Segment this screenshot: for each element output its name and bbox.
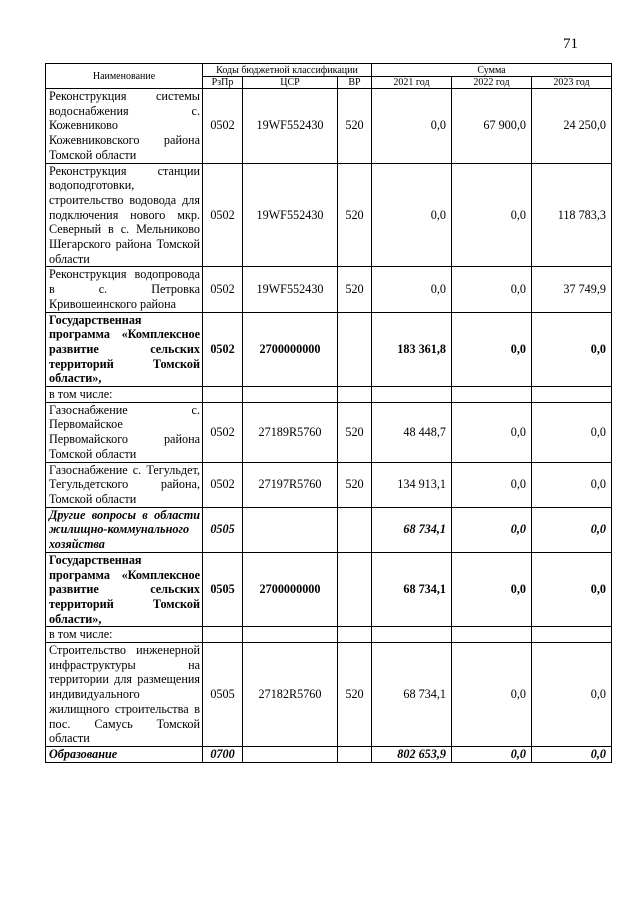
- cell-2022: 67 900,0: [452, 89, 532, 164]
- cell-vr: [338, 627, 372, 643]
- cell-2022: 0,0: [452, 746, 532, 762]
- table-row: [46, 312, 612, 387]
- cell-2023: 0,0: [532, 507, 612, 552]
- cell-csr: [243, 627, 338, 643]
- cell-csr: 27182R5760: [243, 643, 338, 747]
- cell-rzpr: 0700: [203, 746, 243, 762]
- cell-name: Газоснабжение с. Тегульдет, Тегульдетского района, Томской области: [46, 462, 203, 507]
- cell-vr: [338, 552, 372, 627]
- cell-csr: 2700000000: [243, 552, 338, 627]
- cell-rzpr: 0502: [203, 402, 243, 462]
- cell-csr: 27197R5760: [243, 462, 338, 507]
- table-row: [46, 627, 612, 643]
- cell-csr: [243, 507, 338, 552]
- table-row: [46, 89, 612, 164]
- cell-rzpr: 0505: [203, 552, 243, 627]
- cell-csr: 19WF552430: [243, 89, 338, 164]
- cell-vr: 520: [338, 462, 372, 507]
- cell-2022: [452, 387, 532, 403]
- cell-rzpr: 0502: [203, 312, 243, 387]
- cell-2023: 37 749,9: [532, 267, 612, 312]
- cell-2023: 118 783,3: [532, 163, 612, 267]
- cell-2021: 68 734,1: [372, 507, 452, 552]
- cell-csr: 19WF552430: [243, 163, 338, 267]
- cell-name: Образование: [46, 746, 203, 762]
- table-row: [46, 402, 612, 462]
- cell-2023: 0,0: [532, 312, 612, 387]
- header-sum-group: Сумма: [372, 64, 612, 77]
- cell-2022: 0,0: [452, 312, 532, 387]
- cell-vr: 520: [338, 402, 372, 462]
- cell-csr: [243, 387, 338, 403]
- cell-2021: 134 913,1: [372, 462, 452, 507]
- cell-rzpr: 0502: [203, 163, 243, 267]
- cell-name: в том числе:: [46, 387, 203, 403]
- cell-2021: 0,0: [372, 89, 452, 164]
- cell-vr: [338, 507, 372, 552]
- table-row: [46, 267, 612, 312]
- table-row: [46, 507, 612, 552]
- header-csr: ЦСР: [243, 77, 338, 89]
- cell-csr: [243, 746, 338, 762]
- cell-rzpr: 0502: [203, 462, 243, 507]
- cell-rzpr: [203, 387, 243, 403]
- cell-vr: 520: [338, 643, 372, 747]
- table-row: [46, 552, 612, 627]
- cell-name: Другие вопросы в области жилищно-коммунального хозяйства: [46, 507, 203, 552]
- cell-name: Реконструкция водопровода в с. Петровка Кривошеинского района: [46, 267, 203, 312]
- cell-rzpr: 0505: [203, 507, 243, 552]
- cell-2022: 0,0: [452, 552, 532, 627]
- header-2023: 2023 год: [532, 77, 612, 89]
- cell-name: Государственная программа «Комплексное развитие сельских территорий Томской области»,: [46, 552, 203, 627]
- cell-name: Реконструкция системы водоснабжения с. Кожевниково Кожевниковского района Томской области: [46, 89, 203, 164]
- cell-2022: 0,0: [452, 267, 532, 312]
- table-header: [46, 64, 612, 89]
- cell-csr: 2700000000: [243, 312, 338, 387]
- cell-csr: 19WF552430: [243, 267, 338, 312]
- cell-name: Строительство инженерной инфраструктуры на территории для размещения индивидуального жилищного строительства в пос. Самусь Томской области: [46, 643, 203, 747]
- cell-name: в том числе:: [46, 627, 203, 643]
- cell-2023: [532, 627, 612, 643]
- header-codes-group: Коды бюджетной классификации: [203, 64, 372, 77]
- header-name: Наименование: [46, 64, 203, 89]
- cell-vr: [338, 387, 372, 403]
- table-body: [46, 89, 612, 763]
- cell-2021: [372, 627, 452, 643]
- cell-2023: 0,0: [532, 746, 612, 762]
- cell-2021: 68 734,1: [372, 643, 452, 747]
- cell-2023: 0,0: [532, 402, 612, 462]
- cell-vr: 520: [338, 89, 372, 164]
- cell-2022: 0,0: [452, 163, 532, 267]
- cell-vr: 520: [338, 267, 372, 312]
- table-row: [46, 746, 612, 762]
- table-row: [46, 643, 612, 747]
- cell-vr: [338, 746, 372, 762]
- table-row: [46, 462, 612, 507]
- cell-2023: 0,0: [532, 462, 612, 507]
- cell-name: Государственная программа «Комплексное развитие сельских территорий Томской области»,: [46, 312, 203, 387]
- cell-2021: 68 734,1: [372, 552, 452, 627]
- cell-2023: [532, 387, 612, 403]
- cell-vr: 520: [338, 163, 372, 267]
- cell-vr: [338, 312, 372, 387]
- cell-csr: 27189R5760: [243, 402, 338, 462]
- cell-name: Газоснабжение с. Первомайское Первомайского района Томской области: [46, 402, 203, 462]
- header-vr: ВР: [338, 77, 372, 89]
- cell-rzpr: [203, 627, 243, 643]
- cell-name: Реконструкция станции водоподготовки, строительство водовода для подключения нового мкр. Северный в с. Мельниково Шегарского района Томской области: [46, 163, 203, 267]
- cell-2021: 183 361,8: [372, 312, 452, 387]
- cell-2021: 0,0: [372, 163, 452, 267]
- page-number: 71: [563, 36, 578, 52]
- cell-2023: 0,0: [532, 643, 612, 747]
- table-row: [46, 163, 612, 267]
- cell-2022: 0,0: [452, 507, 532, 552]
- cell-2022: 0,0: [452, 643, 532, 747]
- budget-table: [45, 63, 612, 763]
- header-2022: 2022 год: [452, 77, 532, 89]
- cell-2021: 0,0: [372, 267, 452, 312]
- cell-2021: 802 653,9: [372, 746, 452, 762]
- cell-2023: 24 250,0: [532, 89, 612, 164]
- cell-rzpr: 0502: [203, 89, 243, 164]
- cell-2021: [372, 387, 452, 403]
- header-rzpr: РзПр: [203, 77, 243, 89]
- cell-rzpr: 0505: [203, 643, 243, 747]
- table-row: [46, 387, 612, 403]
- cell-2021: 48 448,7: [372, 402, 452, 462]
- header-2021: 2021 год: [372, 77, 452, 89]
- cell-rzpr: 0502: [203, 267, 243, 312]
- cell-2022: [452, 627, 532, 643]
- cell-2022: 0,0: [452, 402, 532, 462]
- cell-2023: 0,0: [532, 552, 612, 627]
- cell-2022: 0,0: [452, 462, 532, 507]
